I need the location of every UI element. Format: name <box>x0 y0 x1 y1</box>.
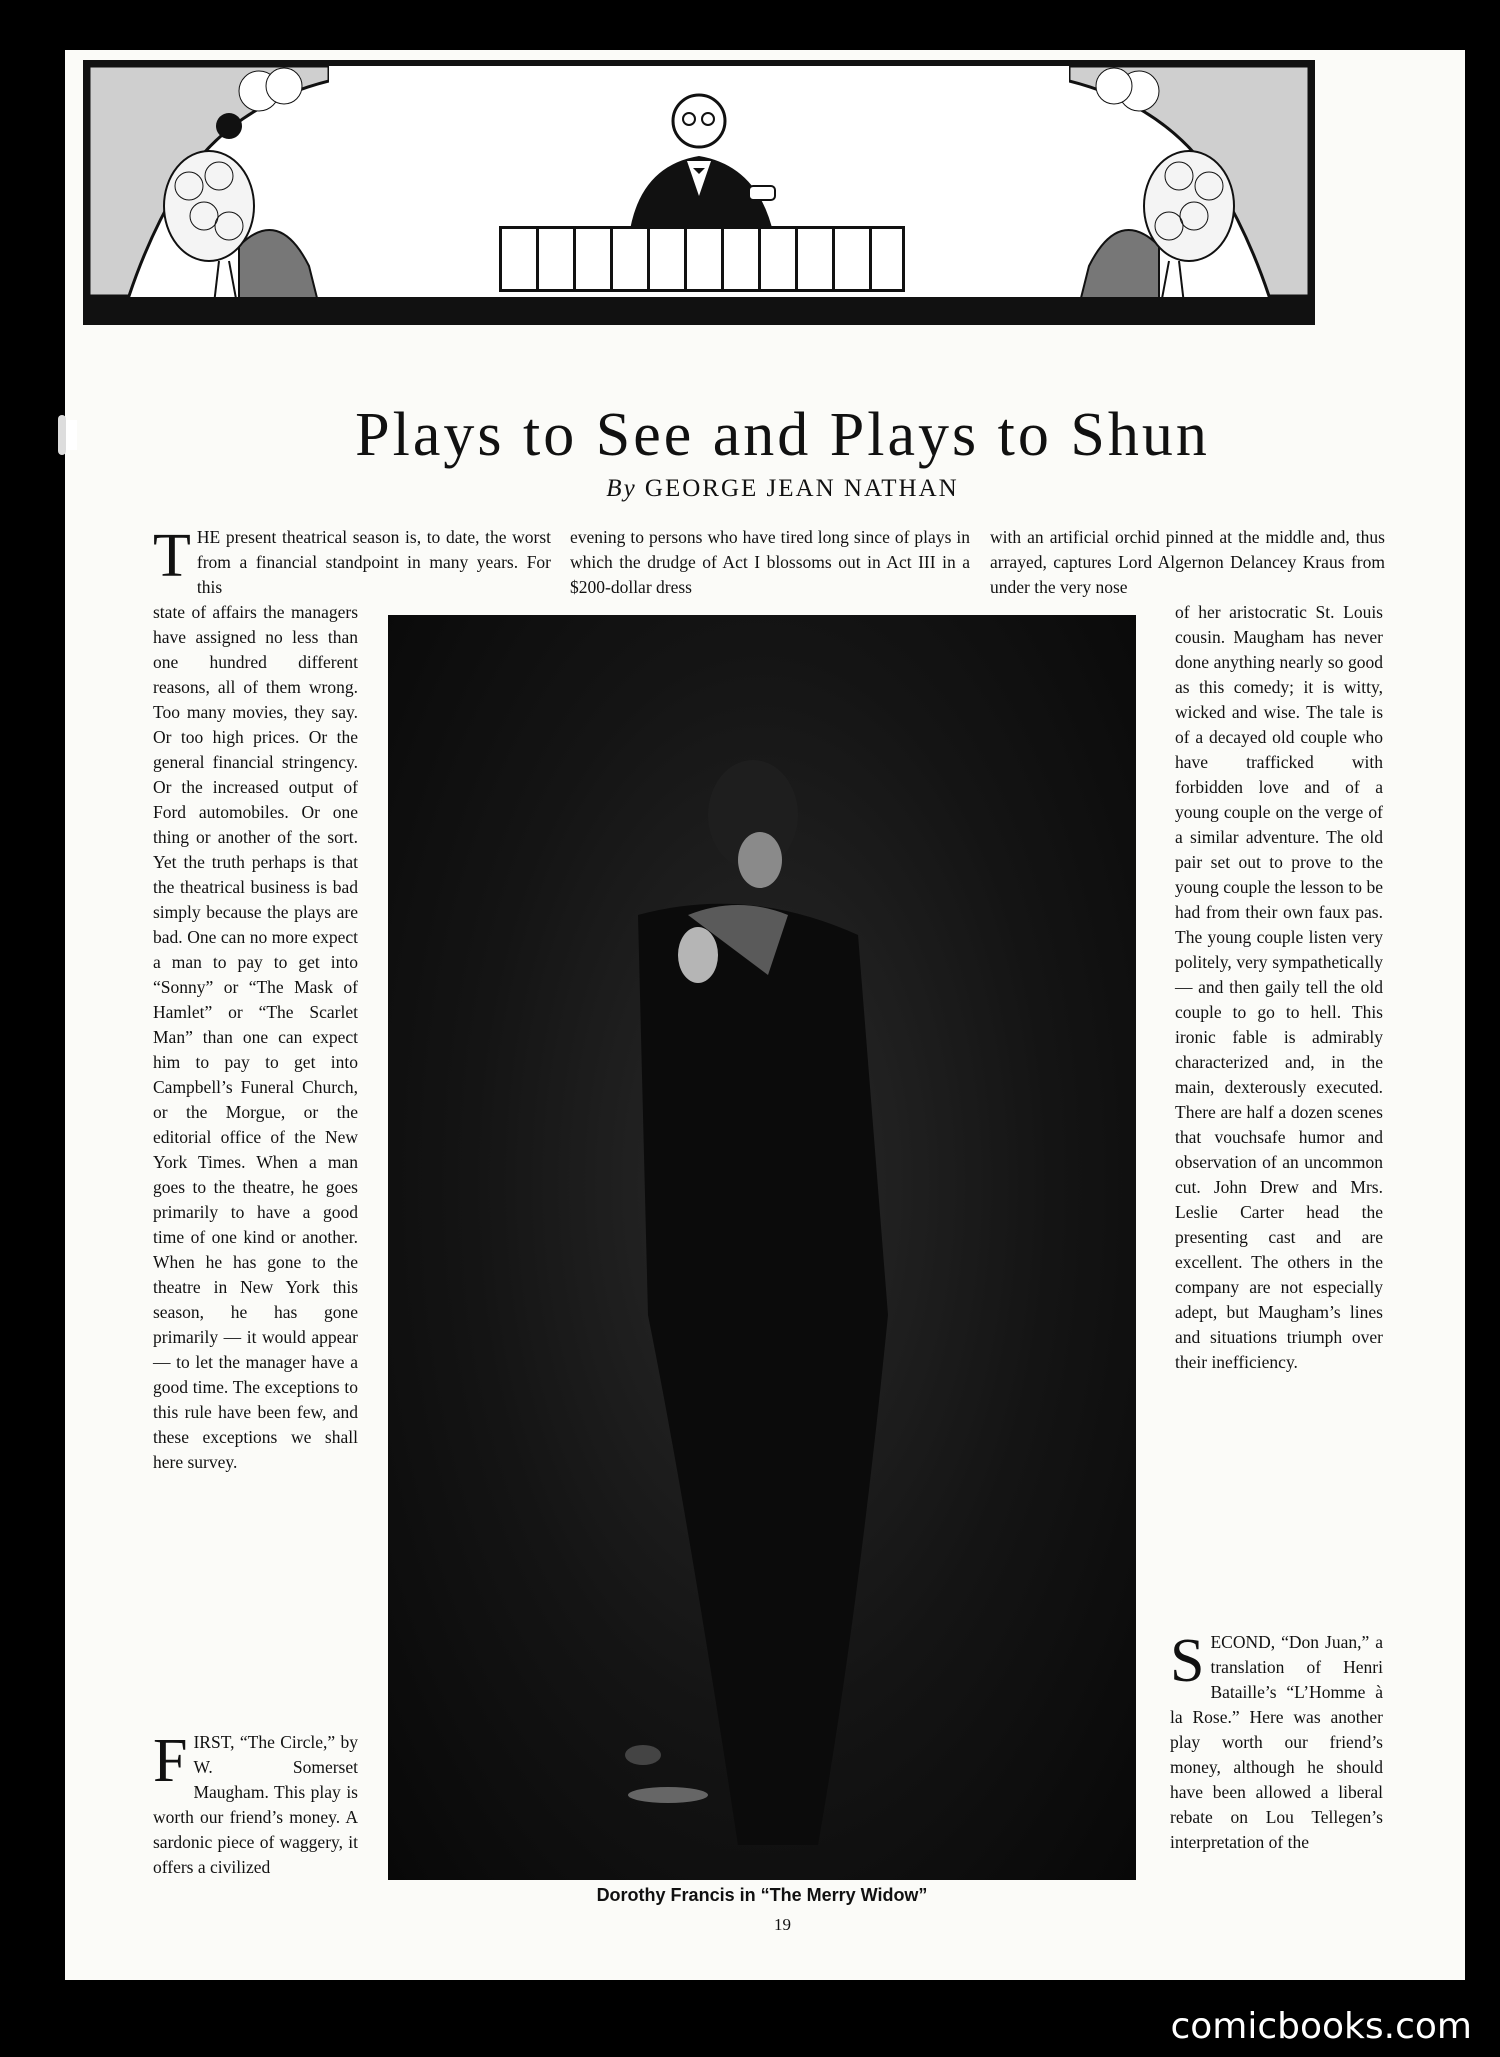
header-illustration <box>83 60 1315 325</box>
second-section-text: ECOND, “Don Juan,” a translation of Henri Bataille’s “L’Homme à la Rose.” Here was another play worth our friend’s money, although he should have been allowed a liberal rebate on Lou Tellegen’s interpretation of the <box>1170 1632 1383 1852</box>
intro-text: HE present theatrical season is, to date, the worst from a financial standpoint in many years. For this <box>196 527 551 597</box>
article-byline <box>0 475 1500 503</box>
theatregoer-with-opera-glasses-illustration <box>609 86 789 236</box>
first-section-text: IRST, “The Circle,” by W. Somerset Maugham. This play is worth our friend’s money. A sardonic piece of waggery, it offers a civilized <box>153 1732 358 1877</box>
column-2-text: evening to persons who have tired long since of plays in which the drudge of Act I blossoms out in Act III in a $200-dollar dress <box>570 527 970 597</box>
column-3-second-section <box>1170 1627 1383 1855</box>
column-3-body <box>1175 600 1383 1375</box>
photograph-dorothy-francis <box>388 615 1136 1880</box>
byline-prefix: By <box>606 475 637 502</box>
woman-portrait-figure <box>388 615 1136 1880</box>
drop-cap-t: T <box>153 522 191 590</box>
column-2-top <box>570 525 970 600</box>
photo-caption: Dorothy Francis in “The Merry Widow” <box>596 1885 928 1905</box>
article-title: Plays to See and Plays to Shun <box>355 401 1210 469</box>
page-number: 19 <box>774 1915 791 1934</box>
author-name: GEORGE JEAN NATHAN <box>644 475 959 502</box>
right-curtain-dancer-illustration <box>1069 66 1309 316</box>
drop-cap-f: F <box>153 1727 188 1795</box>
column-1-first-section <box>153 1727 358 1880</box>
column-3-top <box>990 525 1385 600</box>
column-3-top-text: with an artificial orchid pinned at the middle and, thus arrayed, captures Lord Algernon Delancey Kraus from under the very nose <box>990 527 1385 597</box>
watermark: comicbooks.com <box>1170 2006 1472 2047</box>
theatre-box-balcony <box>499 226 905 292</box>
column-1-body <box>153 600 358 1475</box>
column-3-body-text: of her aristocratic St. Louis cousin. Maugham has never done anything nearly so good as this comedy; it is witty, wicked and wise. The tale is of a decayed old couple who have trafficked with forbidden love and of a young couple on the verge of a similar adventure. The old pair set out to prove to the young couple the lesson to be had from their own faux pas. The young couple listen very politely, very sympathetically — and then gaily tell the old couple to go to hell. This ironic fable is admirably characterized and, in the main, dexterously executed. There are half a dozen scenes that vouchsafe humor and observation of an uncommon cut. John Drew and Mrs. Leslie Carter head the presenting cast and are excellent. The others in the company are not especially adept, but Maugham’s lines and situations triumph over their inefficiency. <box>1175 602 1383 1372</box>
body-paragraph-1: state of affairs the managers have assigned no less than one hundred different reasons, all of them wrong. Too many movies, they say. Or too high prices. Or the general financial stringency. Or the increased output of Ford automobiles. Or one thing or another of the sort. Yet the truth perhaps is that the theatrical business is bad simply because the plays are bad. One can no more expect a man to pay to get into “Sonny” or “The Mask of Hamlet” or “The Scarlet Man” than one can expect him to pay to get into Campbell’s Funeral Church, or the Morgue, or the editorial office of the New York Times. When a man goes to the theatre, he goes primarily to have a good time of one kind or another. When he has gone to the theatre in New York this season, he has gone primarily — it would appear — to let the manager have a good time. The exceptions to this rule have been few, and these exceptions we shall here survey. <box>153 602 358 1472</box>
column-1-intro <box>153 522 551 600</box>
drop-cap-s: S <box>1170 1627 1205 1695</box>
header-stage-floor <box>89 297 1309 319</box>
left-curtain-dancer-illustration <box>89 66 329 316</box>
